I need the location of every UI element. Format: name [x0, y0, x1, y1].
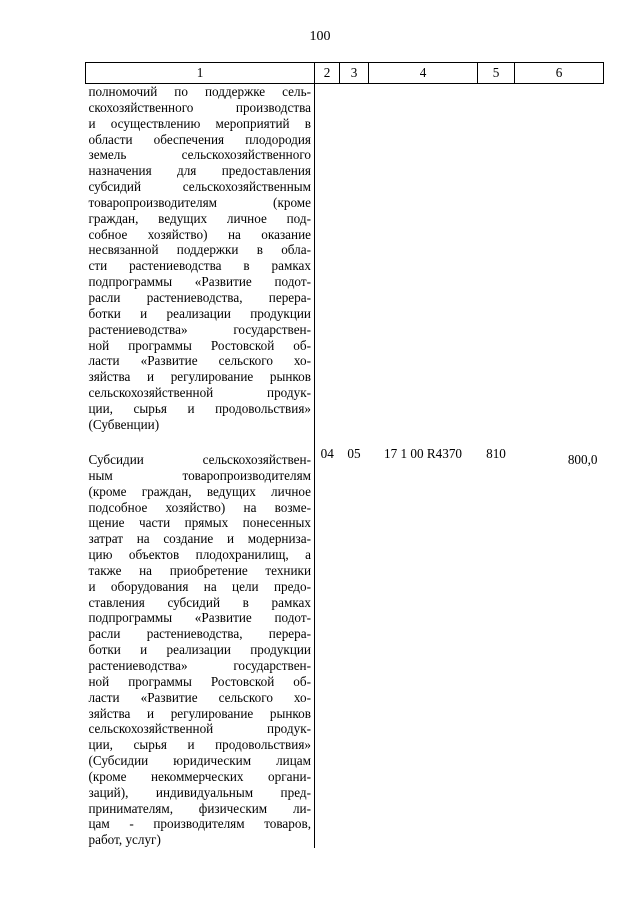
description-line: (кроме некоммерческих органи- [88, 768, 311, 784]
description-line: Субсидии сельскохозяйствен- [88, 452, 311, 467]
description-line: принимателям, физическим ли- [88, 800, 311, 816]
header-col-5: 5 [478, 63, 515, 84]
description-line: сельскохозяйственной продук- [88, 721, 311, 737]
row-subsection: 05 [347, 446, 361, 461]
description-line: сельскохозяйственной продук- [88, 385, 311, 401]
description-line: собное хозяйство) на оказание [88, 226, 311, 242]
description-line: ции, сырья и продовольствия» [88, 737, 311, 753]
row-target-code: 17 1 00 R4370 [383, 446, 463, 461]
header-col-2: 2 [315, 63, 340, 84]
row-description [86, 84, 315, 447]
description-line: ласти «Развитие сельского хо- [88, 353, 311, 369]
table-row [86, 446, 604, 848]
description-line: зяйства и регулирование рынков [88, 705, 311, 721]
description-line: ции, сырья и продовольствия» [88, 400, 311, 416]
description-line: ставления субсидий в рамках [88, 594, 311, 610]
description-line: скохозяйственного производства [88, 99, 311, 115]
description-line: зяйства и регулирование рынков [88, 369, 311, 385]
description-line: цию объектов плодохранилищ, а [88, 547, 311, 563]
table-header-row [86, 63, 604, 84]
description-line: подпрограммы «Развитие подот- [88, 610, 311, 626]
description-line: граждан, ведущих личное под- [88, 210, 311, 226]
description-line: цам - производителям товаров, [88, 816, 311, 832]
page-number: 100 [309, 29, 331, 44]
description-line: ной программы Ростовской об- [88, 673, 311, 689]
description-line: расли растениеводства, перера- [88, 626, 311, 642]
description-line: и осуществлению мероприятий в [88, 115, 311, 131]
row-amount: 800,0 [567, 452, 598, 467]
description-line: полномочий по поддержке сель- [88, 84, 311, 99]
description-line: сти растениеводства в рамках [88, 258, 311, 274]
description-line: расли растениеводства, перера- [88, 289, 311, 305]
description-line: подсобное хозяйство) на возме- [88, 499, 311, 515]
description-line: ботки и реализации продукции [88, 642, 311, 658]
description-line: (Субвенции) [88, 416, 160, 432]
header-col-1: 1 [86, 63, 315, 84]
header-col-3: 3 [340, 63, 369, 84]
description-line: несвязанной поддержки в обла- [88, 242, 311, 258]
row-section [315, 84, 340, 447]
description-line: подпрограммы «Развитие подот- [88, 274, 311, 290]
row-target-code [369, 84, 478, 447]
description-line: заций), индивидуальным пред- [88, 784, 311, 800]
header-col-6: 6 [515, 63, 604, 84]
description-line: области обеспечения плодородия [88, 131, 311, 147]
row-subsection [340, 84, 369, 447]
row-description [86, 446, 315, 848]
description-line: затрат на создание и модерниза- [88, 531, 311, 547]
description-line: работ, услуг) [88, 832, 161, 848]
description-line: субсидий сельскохозяйственным [88, 179, 311, 195]
budget-table [85, 62, 604, 848]
row-section: 04 [320, 446, 334, 461]
description-line: растениеводства» государствен- [88, 321, 311, 337]
row-expense-type: 810 [486, 446, 506, 461]
description-line: ласти «Развитие сельского хо- [88, 689, 311, 705]
description-line: также на приобретение техники [88, 562, 311, 578]
description-line: товаропроизводителям (кроме [88, 194, 311, 210]
row-expense-type [478, 84, 515, 447]
description-line: земель сельскохозяйственного [88, 147, 311, 163]
description-line: назначения для предоставления [88, 163, 311, 179]
table-row [86, 84, 604, 447]
description-line: (кроме граждан, ведущих личное [88, 483, 311, 499]
description-line: ботки и реализации продукции [88, 305, 311, 321]
description-line: ным товаропроизводителям [88, 467, 311, 483]
header-col-4: 4 [369, 63, 478, 84]
description-line: ной программы Ростовской об- [88, 337, 311, 353]
description-line: растениеводства» государствен- [88, 657, 311, 673]
description-line: и оборудования на цели предо- [88, 578, 311, 594]
row-amount [515, 84, 604, 447]
description-line: щение части прямых понесенных [88, 515, 311, 531]
description-line: (Субсидии юридическим лицам [88, 753, 311, 769]
